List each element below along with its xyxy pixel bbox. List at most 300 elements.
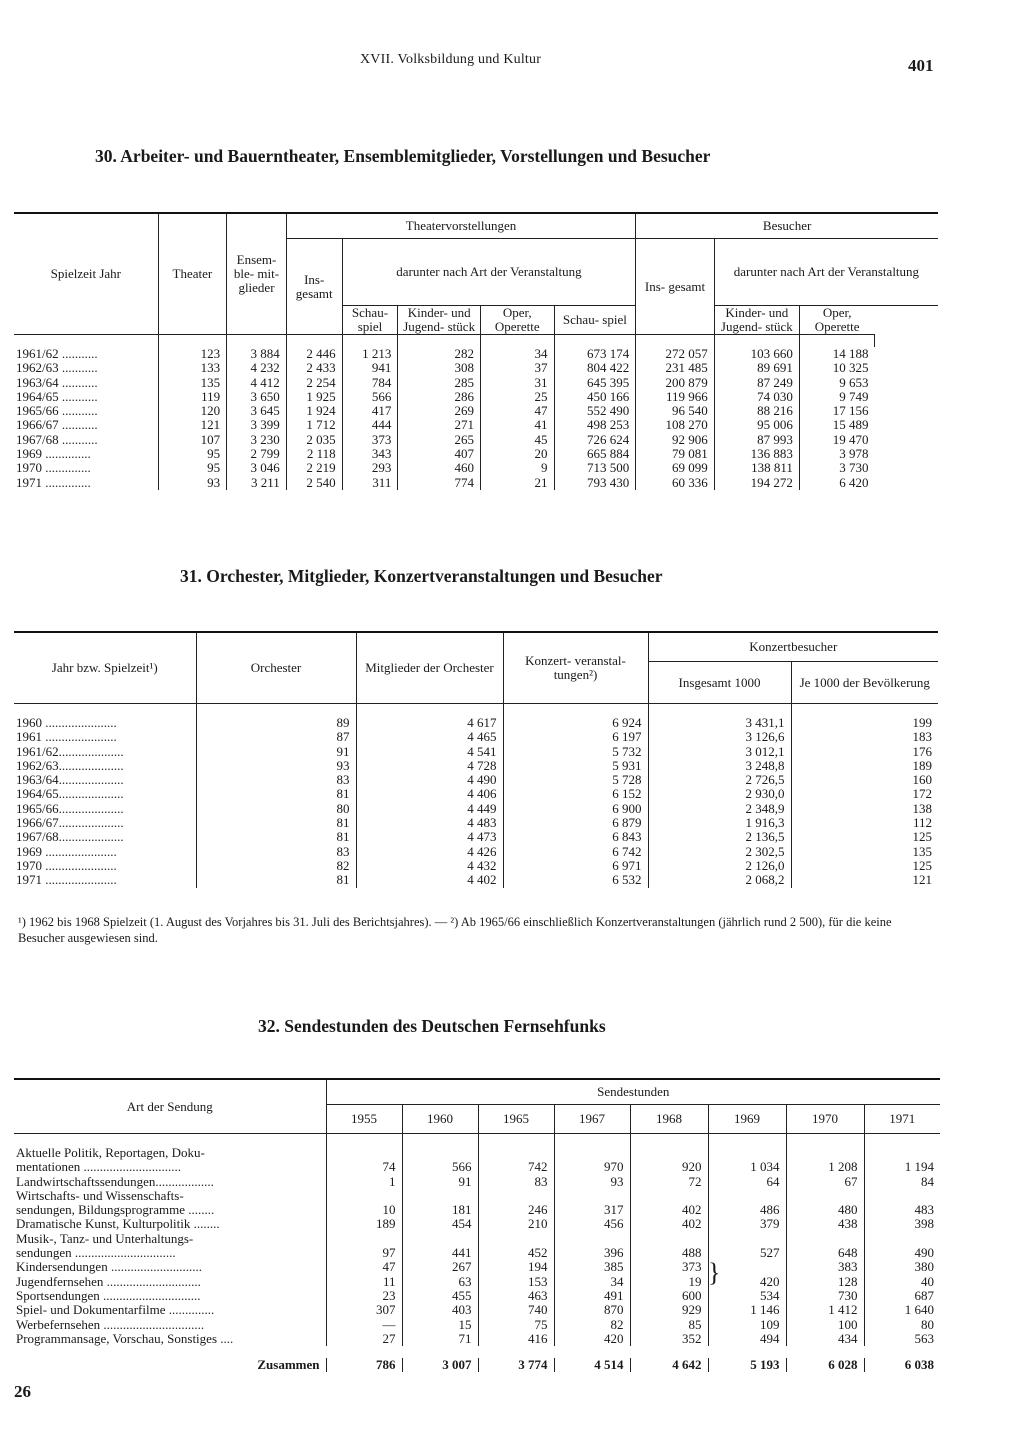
table-32 — [14, 1078, 940, 1372]
table-cell: 6 152 — [503, 787, 648, 801]
table-cell: 444 — [342, 418, 398, 432]
table-cell: 2 446 — [286, 347, 342, 361]
col-ensemble: Ensem- ble- mit- glieder — [227, 213, 287, 335]
table-row — [14, 716, 938, 730]
table-cell: 1 146 — [708, 1303, 786, 1317]
row-label: 1962/63 ........... — [16, 361, 98, 376]
table-cell: 373 — [342, 433, 398, 447]
table-cell: 87 993 — [714, 433, 799, 447]
table-cell: 4 617 — [356, 716, 503, 730]
table-30 — [14, 212, 938, 490]
table-cell: 27 — [326, 1332, 402, 1346]
table-row — [14, 1217, 940, 1231]
table-32-title: 32. Sendestunden des Deutschen Fernsehfunks — [258, 1016, 606, 1036]
table-cell: 194 272 — [714, 476, 799, 490]
table-cell: 6 971 — [503, 859, 648, 873]
table-cell: 3 012,1 — [648, 745, 791, 759]
table-cell: 194 — [478, 1260, 554, 1274]
table-cell: 21 — [480, 476, 554, 490]
table-cell: 4 232 — [227, 361, 287, 375]
table-cell — [326, 1189, 402, 1203]
group-konzertbesucher: Konzertbesucher — [648, 632, 938, 662]
row-label: 1963/64 ........... — [16, 375, 98, 390]
table-cell: 107 — [158, 433, 227, 447]
table-cell: 380 — [864, 1260, 940, 1274]
col-bes-insgesamt: Ins- gesamt — [636, 239, 715, 335]
table-cell: 89 691 — [714, 361, 799, 375]
table-cell: 83 — [478, 1175, 554, 1189]
table-row — [14, 361, 938, 375]
table-cell: 138 811 — [714, 461, 799, 475]
table-cell: 713 500 — [554, 461, 636, 475]
table-cell: 490 — [864, 1246, 940, 1260]
table-cell: 665 884 — [554, 447, 636, 461]
table-cell — [326, 1146, 402, 1160]
table-cell: 2 540 — [286, 476, 342, 490]
table-cell: 2 068,2 — [648, 873, 791, 887]
table-cell — [554, 1189, 630, 1203]
table-cell: 4 490 — [356, 773, 503, 787]
table-cell: 75 — [478, 1318, 554, 1332]
table-cell: 6 532 — [503, 873, 648, 887]
col-bes-oper: Oper, Operette — [799, 306, 874, 335]
table-30-title: 30. Arbeiter- und Bauerntheater, Ensemblemitglieder, Vorstellungen und Besucher — [95, 146, 711, 166]
table-cell: 47 — [480, 404, 554, 418]
table-cell: 72 — [630, 1175, 708, 1189]
table-row — [14, 476, 938, 490]
table-cell: 67 — [786, 1175, 864, 1189]
table-cell: 80 — [196, 802, 356, 816]
table-cell: 1 034 — [708, 1160, 786, 1174]
table-cell: 3 248,8 — [648, 759, 791, 773]
table-cell: 82 — [554, 1318, 630, 1332]
table-cell: 79 081 — [636, 447, 715, 461]
table-cell: 494 — [708, 1332, 786, 1346]
table-row — [14, 461, 938, 475]
table-cell: 4 449 — [356, 802, 503, 816]
table-cell: 3 399 — [227, 418, 287, 432]
table-cell: 181 — [402, 1203, 478, 1217]
table-cell: 6 742 — [503, 845, 648, 859]
table-cell: 271 — [398, 418, 481, 432]
table-cell: 420 — [708, 1275, 786, 1289]
table-cell — [554, 1232, 630, 1246]
table-cell: 200 879 — [636, 376, 715, 390]
table-cell: 2 136,5 — [648, 830, 791, 844]
col-theater: Theater — [158, 213, 227, 335]
table-cell: 3 126,6 — [648, 730, 791, 744]
table-cell: 80 — [864, 1318, 940, 1332]
table-31-footnote: ¹) 1962 bis 1968 Spielzeit (1. August des Vorjahres bis 31. Juli des Berichtsjahres). — ²) Ab 1965/66 einschließlich Konzertveranstaltungen (jährlich rund 2 500), für die keine Besucher ausgewiesen sind. — [18, 915, 892, 945]
table-row — [14, 845, 938, 859]
table-cell: 63 — [402, 1275, 478, 1289]
table-row — [14, 404, 938, 418]
table-cell: 417 — [342, 404, 398, 418]
table-cell: 119 966 — [636, 390, 715, 404]
col-year: 1968 — [630, 1105, 708, 1134]
table-cell: 93 — [196, 759, 356, 773]
table-cell: 189 — [791, 759, 938, 773]
chapter-header: XVII. Volksbildung und Kultur — [360, 52, 542, 67]
table-row — [14, 1160, 940, 1174]
table-cell: 128 — [786, 1275, 864, 1289]
table-cell: 1 208 — [786, 1160, 864, 1174]
table-cell: 176 — [791, 745, 938, 759]
table-cell: 25 — [480, 390, 554, 404]
table-cell: 103 660 — [714, 347, 799, 361]
table-row — [14, 787, 938, 801]
table-cell: 793 430 — [554, 476, 636, 490]
table-row — [14, 1289, 940, 1303]
total-cell: 4 642 — [630, 1358, 708, 1372]
col-bes-kinder: Kinder- und Jugend- stück — [714, 306, 799, 335]
table-cell: 83 — [196, 845, 356, 859]
table-row — [14, 773, 938, 787]
table-31 — [14, 631, 938, 888]
table-cell: 1 925 — [286, 390, 342, 404]
table-cell: 100 — [786, 1318, 864, 1332]
row-label: 1962/63.................... — [16, 758, 124, 773]
table-row — [14, 390, 938, 404]
table-cell: 285 — [398, 376, 481, 390]
col-konzertveranstaltungen: Konzert- veranstal- tungen²) — [503, 632, 648, 704]
table-cell: 6 197 — [503, 730, 648, 744]
table-cell: 3 884 — [227, 347, 287, 361]
row-label: 1969 .............. — [16, 447, 91, 462]
table-cell: 40 — [864, 1275, 940, 1289]
table-cell: 438 — [786, 1217, 864, 1231]
row-label: Werbefernsehen ............................... — [16, 1317, 205, 1332]
table-cell: 673 174 — [554, 347, 636, 361]
table-cell: 929 — [630, 1303, 708, 1317]
row-label: 1964/65 ........... — [16, 389, 98, 404]
table-cell: 379 — [708, 1217, 786, 1231]
table-row — [14, 1203, 940, 1217]
table-row — [14, 802, 938, 816]
table-row — [14, 1146, 940, 1160]
table-cell: 307 — [326, 1303, 402, 1317]
table-cell: 4 465 — [356, 730, 503, 744]
table-cell: 784 — [342, 376, 398, 390]
table-row — [14, 816, 938, 830]
table-cell: 3 730 — [799, 461, 874, 475]
table-cell: 740 — [478, 1303, 554, 1317]
table-cell: 383 — [786, 1260, 864, 1274]
table-cell: 396 — [554, 1246, 630, 1260]
table-row — [14, 759, 938, 773]
table-cell: 93 — [158, 476, 227, 490]
table-cell: 4 541 — [356, 745, 503, 759]
table-cell: 37 — [480, 361, 554, 375]
table-cell: 136 883 — [714, 447, 799, 461]
table-cell: 5 728 — [503, 773, 648, 787]
total-cell: 3 007 — [402, 1358, 478, 1372]
table-cell: 265 — [398, 433, 481, 447]
row-label: 1971 .............. — [16, 475, 91, 490]
table-cell: 34 — [480, 347, 554, 361]
col-orchester: Orchester — [196, 632, 356, 704]
row-label: Aktuelle Politik, Reportagen, Doku- — [16, 1146, 205, 1160]
table-cell: 6 420 — [799, 476, 874, 490]
table-row — [14, 859, 938, 873]
table-cell: 96 540 — [636, 404, 715, 418]
table-cell: 566 — [342, 390, 398, 404]
table-cell: 970 — [554, 1160, 630, 1174]
table-cell: 293 — [342, 461, 398, 475]
table-cell: 11 — [326, 1275, 402, 1289]
table-cell — [402, 1146, 478, 1160]
table-cell: 463 — [478, 1289, 554, 1303]
table-cell: 563 — [864, 1332, 940, 1346]
table-cell: 486 — [708, 1203, 786, 1217]
table-cell: 2 219 — [286, 461, 342, 475]
table-cell: 19 — [630, 1275, 708, 1289]
table-cell: 1 — [326, 1175, 402, 1189]
table-cell: 93 — [554, 1175, 630, 1189]
table-cell: 2 302,5 — [648, 845, 791, 859]
table-cell: 498 253 — [554, 418, 636, 432]
col-year: 1970 — [786, 1105, 864, 1134]
table-cell: 456 — [554, 1217, 630, 1231]
table-cell: — — [326, 1318, 402, 1332]
row-label: 1965/66.................... — [16, 801, 124, 816]
table-cell: 434 — [786, 1332, 864, 1346]
table-cell: 81 — [196, 873, 356, 887]
table-cell: 2 726,5 — [648, 773, 791, 787]
table-cell: 726 624 — [554, 433, 636, 447]
table-cell: 343 — [342, 447, 398, 461]
table-cell — [708, 1146, 786, 1160]
table-cell: 645 395 — [554, 376, 636, 390]
table-row — [14, 376, 938, 390]
table-cell: 120 — [158, 404, 227, 418]
table-cell: 135 — [158, 376, 227, 390]
table-cell — [630, 1189, 708, 1203]
table-cell: 3 211 — [227, 476, 287, 490]
table-cell: 4 406 — [356, 787, 503, 801]
table-31-title: 31. Orchester, Mitglieder, Konzertveranstaltungen und Besucher — [180, 566, 663, 586]
table-cell: 45 — [480, 433, 554, 447]
table-cell — [786, 1146, 864, 1160]
table-cell: 87 — [196, 730, 356, 744]
page-footer-number: 26 — [14, 1382, 31, 1401]
table-cell: 373 — [630, 1260, 708, 1274]
row-label: Jugendfernsehen ............................. — [16, 1274, 201, 1289]
table-cell: 1 412 — [786, 1303, 864, 1317]
row-label: sendungen, Bildungsprogramme ........ — [16, 1203, 215, 1218]
table-cell: 69 099 — [636, 461, 715, 475]
table-cell: 460 — [398, 461, 481, 475]
table-row — [14, 347, 938, 361]
col-year: 1955 — [326, 1105, 402, 1134]
table-cell — [630, 1146, 708, 1160]
table-cell: 81 — [196, 816, 356, 830]
table-cell: 15 — [402, 1318, 478, 1332]
col-year: 1967 — [554, 1105, 630, 1134]
col-vorst-kinder: Kinder- und Jugend- stück — [398, 306, 481, 335]
table-cell: 317 — [554, 1203, 630, 1217]
col-spielzeit: Spielzeit Jahr — [14, 213, 158, 335]
table-cell: 9 749 — [799, 390, 874, 404]
table-cell: 109 — [708, 1318, 786, 1332]
table-cell: 121 — [158, 418, 227, 432]
table-row — [14, 730, 938, 744]
col-jahr: Jahr bzw. Spielzeit¹) — [14, 632, 196, 704]
table-cell: 85 — [630, 1318, 708, 1332]
table-cell: 19 470 — [799, 433, 874, 447]
table-cell: 10 325 — [799, 361, 874, 375]
table-cell: 407 — [398, 447, 481, 461]
table-cell: 267 — [402, 1260, 478, 1274]
table-cell: 2 254 — [286, 376, 342, 390]
table-cell: 403 — [402, 1303, 478, 1317]
table-cell: 286 — [398, 390, 481, 404]
table-cell: 3 978 — [799, 447, 874, 461]
row-label: 1966/67.................... — [16, 816, 124, 831]
table-cell: 352 — [630, 1332, 708, 1346]
table-cell — [554, 1146, 630, 1160]
row-label: 1970 .............. — [16, 461, 91, 476]
table-cell: 95 006 — [714, 418, 799, 432]
table-cell: 527 — [708, 1246, 786, 1260]
table-cell: 600 — [630, 1289, 708, 1303]
col-year: 1969 — [708, 1105, 786, 1134]
table-cell: 920 — [630, 1160, 708, 1174]
table-cell: 483 — [864, 1203, 940, 1217]
row-label: 1963/64.................... — [16, 773, 124, 788]
table-cell: 416 — [478, 1332, 554, 1346]
table-cell: 5 732 — [503, 745, 648, 759]
table-cell: 9 — [480, 461, 554, 475]
row-label: 1966/67 ........... — [16, 418, 98, 433]
table-cell: 123 — [158, 347, 227, 361]
table-cell: 454 — [402, 1217, 478, 1231]
table-cell: 1 924 — [286, 404, 342, 418]
table-cell: 34 — [554, 1275, 630, 1289]
table-cell: 648 — [786, 1246, 864, 1260]
table-cell: 83 — [196, 773, 356, 787]
table-cell: 441 — [402, 1246, 478, 1260]
table-cell: 3 431,1 — [648, 716, 791, 730]
total-cell: 786 — [326, 1358, 402, 1372]
row-label: 1970 ...................... — [16, 858, 117, 873]
row-label: Spiel- und Dokumentarfilme .............. — [16, 1303, 215, 1318]
table-cell: 84 — [864, 1175, 940, 1189]
table-cell — [478, 1146, 554, 1160]
table-cell: 2 799 — [227, 447, 287, 461]
table-cell: 89 — [196, 716, 356, 730]
row-label: 1969 ...................... — [16, 844, 117, 859]
table-cell: 385 — [554, 1260, 630, 1274]
row-label: 1961 ...................... — [16, 730, 117, 745]
table-cell: 742 — [478, 1160, 554, 1174]
table-cell: 91 — [196, 745, 356, 759]
table-cell: 1 712 — [286, 418, 342, 432]
table-row — [14, 1303, 940, 1317]
table-cell: 398 — [864, 1217, 940, 1231]
brace-glyph: } — [708, 1258, 721, 1287]
table-cell: 160 — [791, 773, 938, 787]
table-cell: 4 728 — [356, 759, 503, 773]
row-label: Dramatische Kunst, Kulturpolitik ........ — [16, 1217, 220, 1232]
table-cell: 9 653 — [799, 376, 874, 390]
row-label: 1967/68 ........... — [16, 432, 98, 447]
table-row — [14, 873, 938, 887]
table-row — [14, 1189, 940, 1203]
table-cell: 480 — [786, 1203, 864, 1217]
table-cell: 14 188 — [799, 347, 874, 361]
table-cell: 121 — [791, 873, 938, 887]
table-row — [14, 1318, 940, 1332]
table-cell: 183 — [791, 730, 938, 744]
table-cell — [402, 1189, 478, 1203]
row-label: 1960 ...................... — [16, 716, 117, 730]
col-year: 1960 — [402, 1105, 478, 1134]
total-label: Zusammen — [257, 1357, 320, 1373]
table-row — [14, 418, 938, 432]
table-cell: 2 433 — [286, 361, 342, 375]
table-cell — [786, 1189, 864, 1203]
group-theatervorstellungen: Theatervorstellungen — [286, 213, 635, 239]
total-cell: 6 038 — [864, 1358, 940, 1372]
row-label: Kindersendungen ............................ — [16, 1260, 202, 1275]
table-row — [14, 433, 938, 447]
table-cell: 282 — [398, 347, 481, 361]
table-cell: 534 — [708, 1289, 786, 1303]
table-cell: 112 — [791, 816, 938, 830]
vorst-darunter: darunter nach Art der Veranstaltung — [342, 239, 636, 306]
row-label: 1964/65.................... — [16, 787, 124, 802]
table-cell: 108 270 — [636, 418, 715, 432]
table-cell: 91 — [402, 1175, 478, 1189]
table-cell: 4 473 — [356, 830, 503, 844]
table-cell: 4 432 — [356, 859, 503, 873]
table-row — [14, 830, 938, 844]
table-cell: 47 — [326, 1260, 402, 1274]
table-cell: 23 — [326, 1289, 402, 1303]
table-cell: 95 — [158, 447, 227, 461]
table-cell: 31 — [480, 376, 554, 390]
table-cell: 1 194 — [864, 1160, 940, 1174]
total-cell: 5 193 — [708, 1358, 786, 1372]
table-cell — [864, 1189, 940, 1203]
table-cell: 125 — [791, 830, 938, 844]
table-cell: 1 640 — [864, 1303, 940, 1317]
col-vorst-schauspiel: Schau- spiel — [342, 306, 398, 335]
table-cell: 2 930,0 — [648, 787, 791, 801]
table-cell: 135 — [791, 845, 938, 859]
table-cell: 552 490 — [554, 404, 636, 418]
page-number: 401 — [908, 56, 934, 75]
table-cell: 491 — [554, 1289, 630, 1303]
table-cell: 488 — [630, 1246, 708, 1260]
row-label: Landwirtschaftssendungen.................. — [16, 1174, 214, 1189]
table-cell: 81 — [196, 787, 356, 801]
table-cell: 941 — [342, 361, 398, 375]
col-vorst-insgesamt: Ins- gesamt — [286, 239, 342, 335]
table-cell — [708, 1189, 786, 1203]
table-cell: 153 — [478, 1275, 554, 1289]
table-cell: 20 — [480, 447, 554, 461]
row-label: 1961/62.................... — [16, 744, 124, 759]
total-cell: 6 028 — [786, 1358, 864, 1372]
table-cell — [402, 1232, 478, 1246]
row-label: 1967/68.................... — [16, 830, 124, 845]
row-label: sendungen ............................... — [16, 1246, 176, 1261]
table-cell: 87 249 — [714, 376, 799, 390]
table-cell: 60 336 — [636, 476, 715, 490]
row-label: 1971 ...................... — [16, 873, 117, 888]
